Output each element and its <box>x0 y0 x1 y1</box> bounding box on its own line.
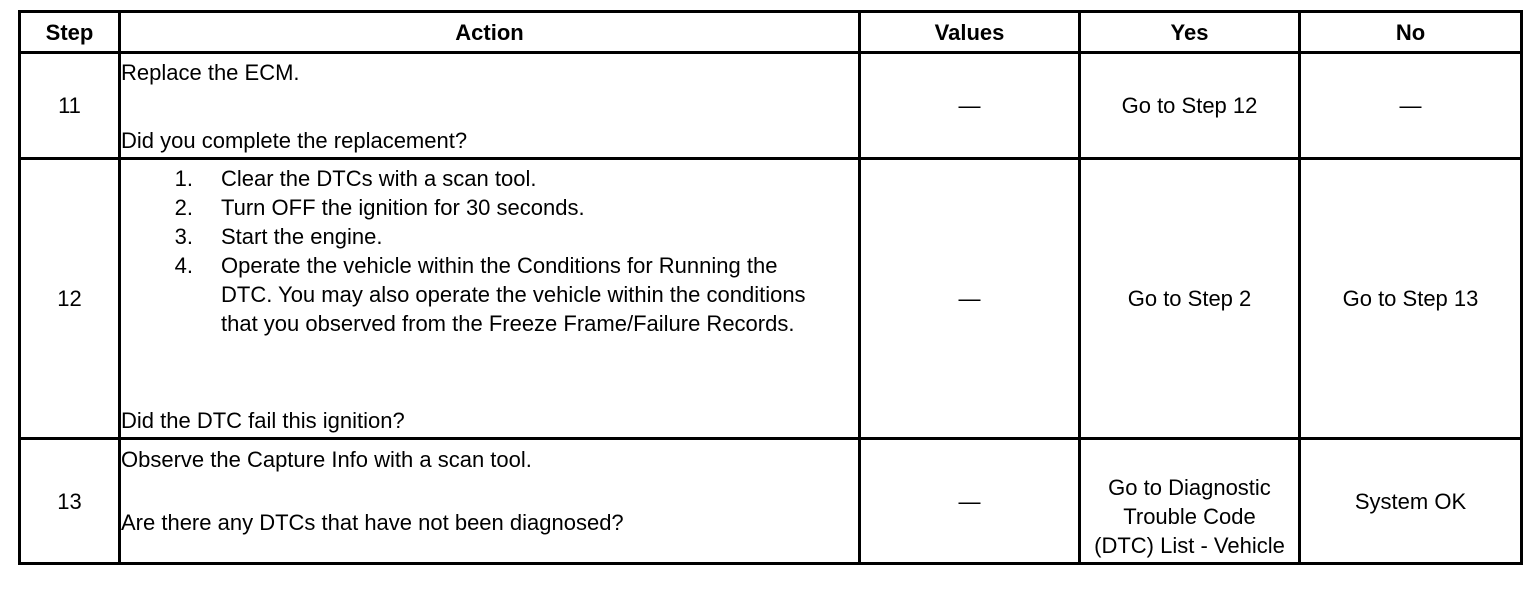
table-row <box>20 53 1522 159</box>
action-cell <box>120 53 860 159</box>
header-action: Action <box>120 12 860 53</box>
step-number: 12 <box>20 159 120 439</box>
list-item: 2. Turn OFF the ignition for 30 seconds. <box>174 195 585 220</box>
yes-link[interactable]: Go to Step 12 <box>1080 53 1300 159</box>
list-item: 4. Operate the vehicle within the Conditions for Running the DTC. You may also operate the vehicle within the conditions that you observed from the Freeze Frame/Failure Records. <box>174 253 806 336</box>
action-instruction: Replace the ECM. <box>121 60 300 85</box>
header-no: No <box>1300 12 1522 53</box>
yes-link[interactable]: Go to Diagnostic Trouble Code (DTC) List - Vehicle <box>1080 439 1300 564</box>
values-cell: — <box>860 159 1080 439</box>
list-item: 1. Clear the DTCs with a scan tool. <box>174 166 537 191</box>
header-step: Step <box>20 12 120 53</box>
no-cell: System OK <box>1300 439 1522 564</box>
table-row <box>20 159 1522 439</box>
step-number: 11 <box>20 53 120 159</box>
values-cell: — <box>860 53 1080 159</box>
procedure-list <box>121 164 858 338</box>
list-item: 3. Start the engine. <box>174 224 383 249</box>
action-instruction: Observe the Capture Info with a scan tool. <box>121 447 532 472</box>
header-values: Values <box>860 12 1080 53</box>
yes-link[interactable]: Go to Step 2 <box>1080 159 1300 439</box>
no-cell: — <box>1300 53 1522 159</box>
action-cell <box>120 439 860 564</box>
header-yes: Yes <box>1080 12 1300 53</box>
header-row <box>20 12 1522 53</box>
diagnostic-table <box>18 10 1523 565</box>
action-question: Are there any DTCs that have not been diagnosed? <box>121 510 624 535</box>
no-link[interactable]: Go to Step 13 <box>1300 159 1522 439</box>
table-row <box>20 439 1522 564</box>
step-number: 13 <box>20 439 120 564</box>
values-cell: — <box>860 439 1080 564</box>
action-question: Did the DTC fail this ignition? <box>121 408 405 433</box>
action-cell <box>120 159 860 439</box>
action-question: Did you complete the replacement? <box>121 128 468 153</box>
